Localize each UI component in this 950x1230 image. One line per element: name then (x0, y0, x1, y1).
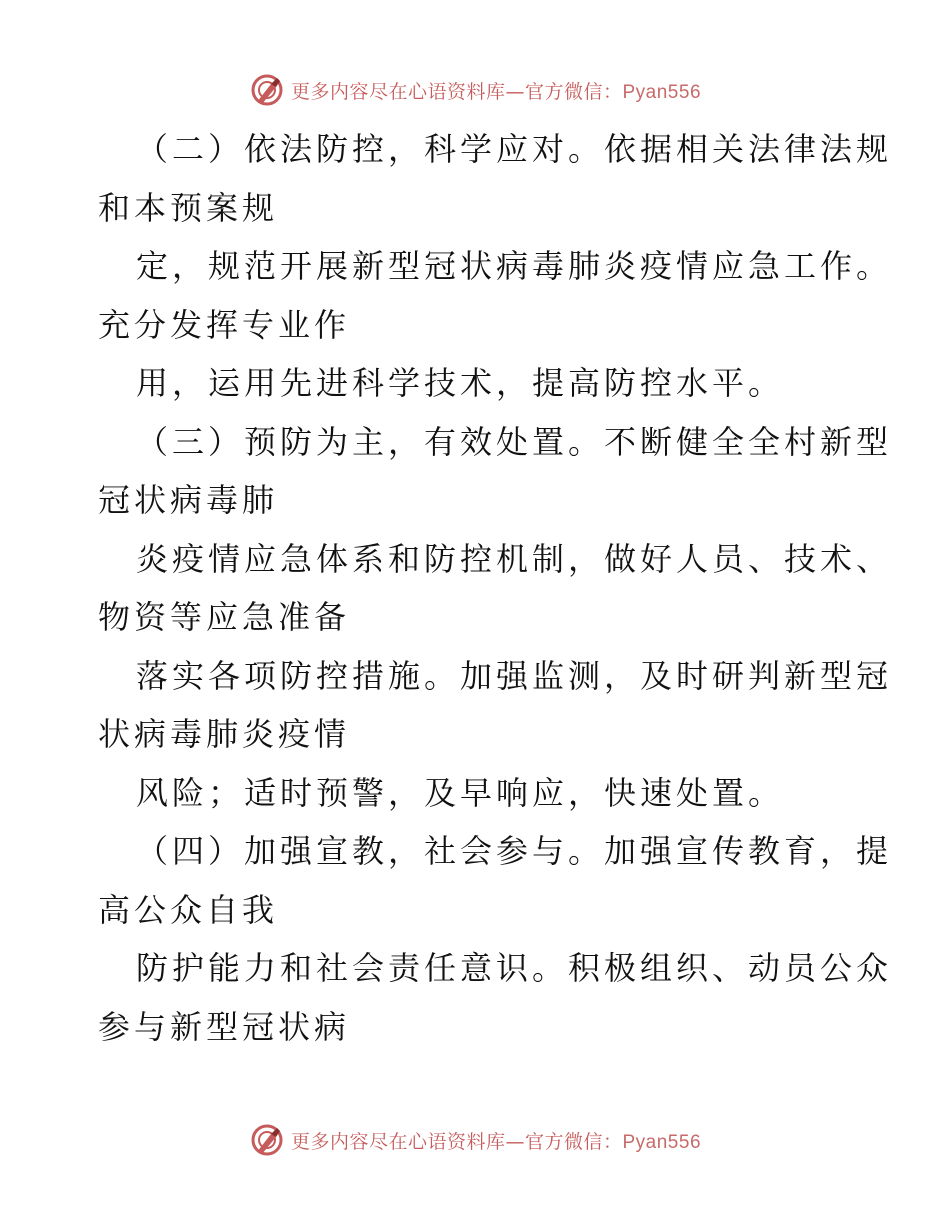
body-line: 防护能力和社会责任意识。积极组织、动员公众 (136, 949, 893, 987)
watermark-prefix: 更多内容尽在心语资料库 (290, 80, 506, 103)
watermark-separator: — (505, 80, 525, 103)
body-line: 落实各项防控措施。加强监测，及时研判新型冠 (136, 656, 893, 695)
watermark-brand: Pyan556 (622, 81, 702, 103)
header-watermark (0, 70, 950, 110)
watermark-text (291, 77, 701, 104)
body-line: 参与新型冠状病 (98, 1007, 351, 1046)
watermark-text (291, 1127, 701, 1154)
body-line: 定，规范开展新型冠状病毒肺炎疫情应急工作。 (136, 247, 893, 285)
watermark-brand: Pyan556 (622, 1131, 702, 1153)
body-line: 和本预案规 (98, 188, 279, 227)
body-line: 冠状病毒肺 (98, 481, 279, 519)
body-line: 物资等应急准备 (98, 598, 351, 636)
pen-logo-icon (249, 1122, 285, 1158)
body-line: 状病毒肺炎疫情 (98, 715, 351, 753)
body-line: （二）依法防控，科学应对。依据相关法律法规 (136, 130, 893, 168)
body-line: 用，运用先进科学技术，提高防控水平。 (136, 364, 785, 402)
watermark-separator: — (505, 1130, 525, 1153)
body-line: 充分发挥专业作 (98, 305, 351, 344)
footer-watermark (0, 1120, 950, 1160)
document-body (98, 120, 893, 1056)
body-line: 炎疫情应急体系和防控机制，做好人员、技术、 (136, 539, 893, 578)
body-line: （三）预防为主，有效处置。不断健全全村新型 (136, 422, 893, 461)
body-line: 风险；适时预警，及早响应，快速处置。 (136, 773, 785, 812)
watermark-middle: 官方微信： (524, 80, 623, 103)
body-line: （四）加强宣教，社会参与。加强宣传教育，提 (136, 832, 893, 870)
body-line: 高公众自我 (98, 890, 279, 929)
pen-logo-icon (249, 72, 285, 108)
watermark-middle: 官方微信： (524, 1130, 623, 1153)
watermark-prefix: 更多内容尽在心语资料库 (290, 1130, 506, 1153)
